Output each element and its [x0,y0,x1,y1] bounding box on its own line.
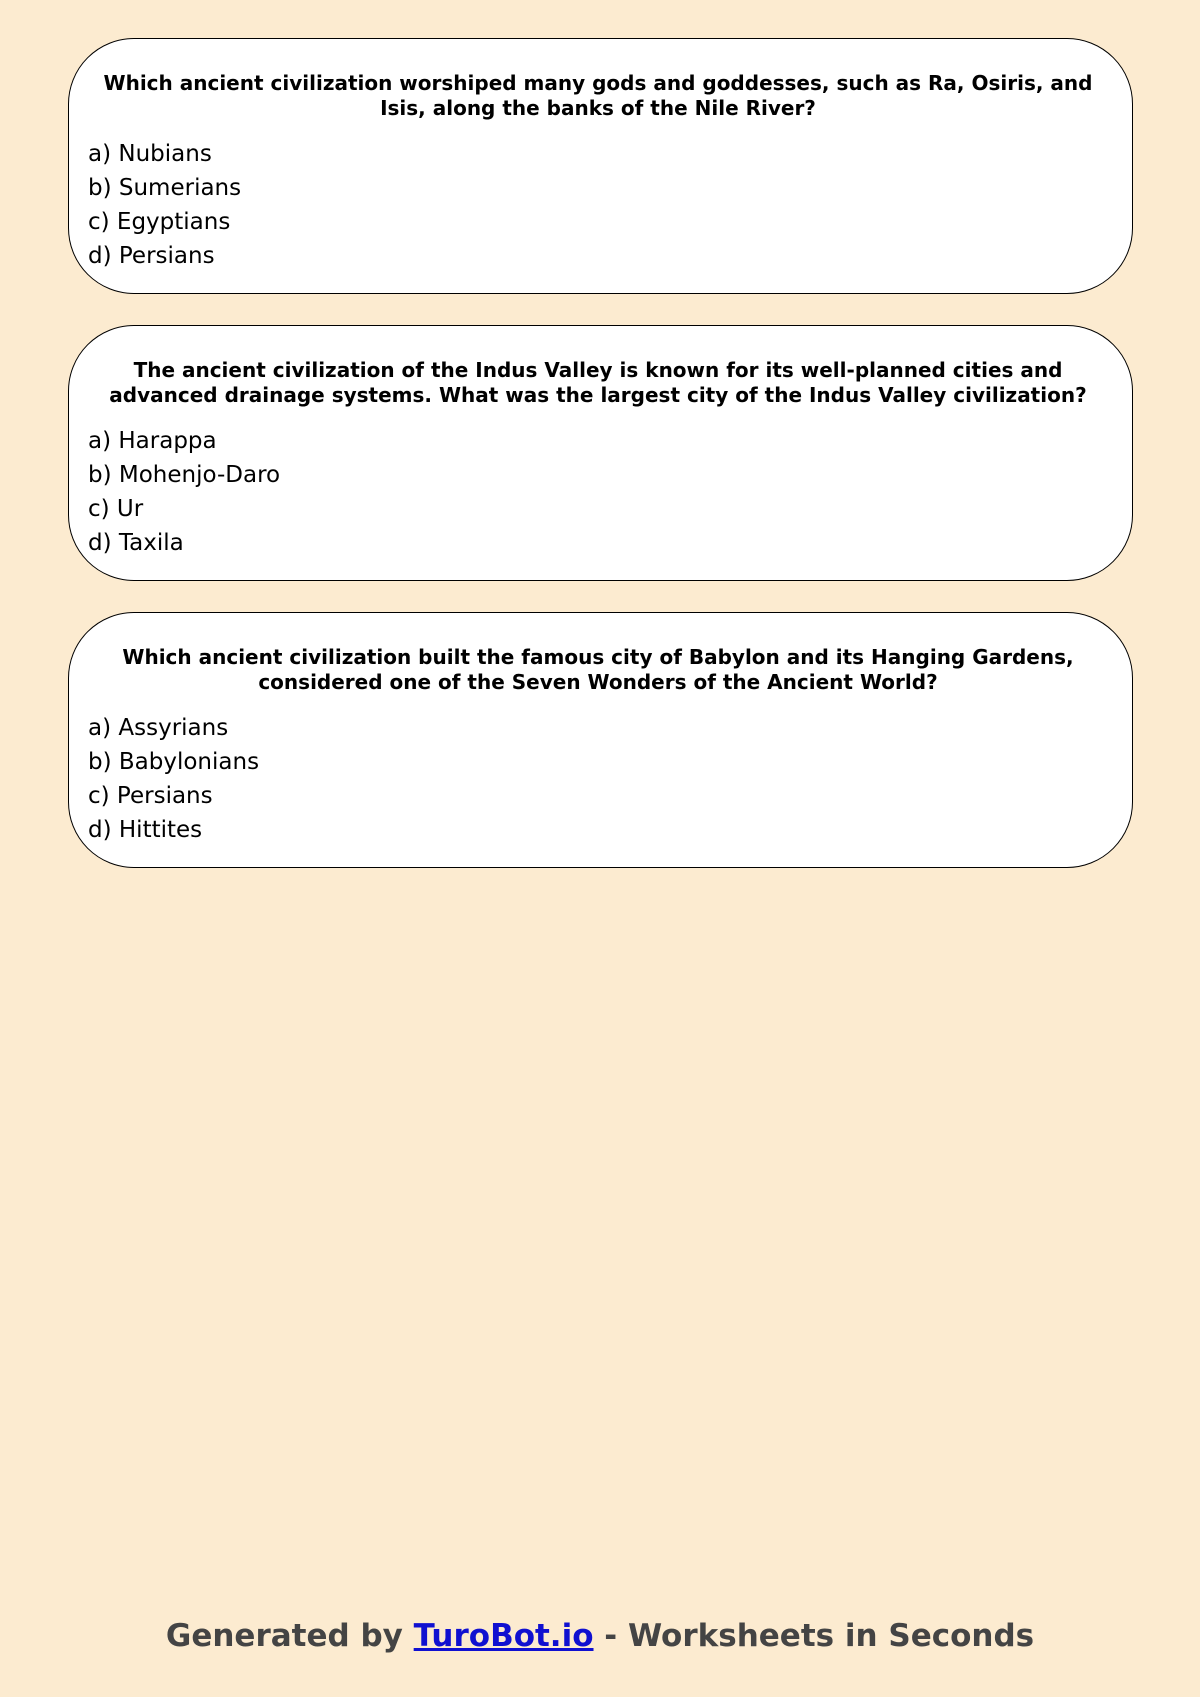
option-b: b) Sumerians [88,175,242,201]
question-text: The ancient civilization of the Indus Valley is known for its well-planned cities and advanced drainage systems. What was the largest city of the Indus Valley civilization? [109,358,1087,407]
option-d: d) Taxila [88,530,184,556]
option-b: b) Babylonians [88,749,260,775]
option-c: c) Ur [88,496,144,522]
question-card-1 [68,38,1133,294]
option-d: d) Hittites [88,817,203,843]
question-card-2 [68,325,1133,581]
option-a: a) Harappa [88,428,217,454]
option-c: c) Persians [88,783,213,809]
option-list [88,711,1108,847]
turobot-link[interactable]: TuroBot.io [413,1618,594,1654]
footer-suffix: - Worksheets in Seconds [593,1618,1035,1654]
question-text: Which ancient civilization worshiped many gods and goddesses, such as Ra, Osiris, and Isis, along the banks of the Nile River? [103,71,1093,120]
question-text: Which ancient civilization built the famous city of Babylon and its Hanging Gardens, considered one of the Seven Wonders of the Ancient World? [122,645,1074,694]
question-card-3 [68,612,1133,868]
footer-prefix: Generated by [165,1618,414,1654]
option-list [88,137,1108,273]
question-list [68,38,1133,899]
option-list [88,424,1108,560]
option-d: d) Persians [88,243,215,269]
option-b: b) Mohenjo-Daro [88,462,281,488]
option-a: a) Nubians [88,141,212,167]
footer-credit [0,1618,1200,1654]
option-c: c) Egyptians [88,209,231,235]
option-a: a) Assyrians [88,715,229,741]
